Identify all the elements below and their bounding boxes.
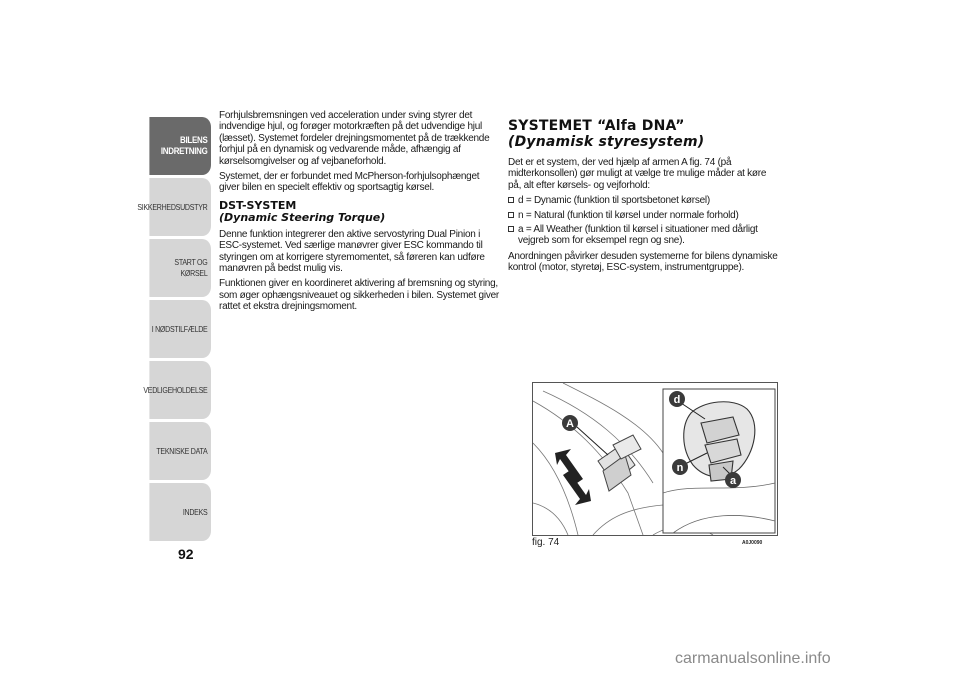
- tab-indeks[interactable]: [149, 483, 211, 541]
- tab-bilens-indretning[interactable]: [149, 117, 211, 175]
- tab-label: SIKKERHEDSUDSTYR: [137, 202, 208, 212]
- checkbox-bullet-icon: [508, 212, 514, 218]
- dst-title: DST-SYSTEM: [219, 198, 297, 212]
- tab-label: TEKNISKE DATA: [156, 446, 208, 456]
- chapter-tabs: [137, 117, 211, 544]
- tab-label: START OG KØRSEL: [174, 258, 208, 278]
- paragraph: Anordningen påvirker desuden systemerne for bilens dynamiske kontrol (motor, styretøj, ESC-system, instrumentgruppe).: [508, 250, 778, 274]
- label-bubble-A: [562, 415, 578, 431]
- tab-label: BILENS INDRETNING: [160, 135, 208, 156]
- svg-text:a: a: [729, 475, 737, 487]
- tab-label: I NØDSTILFÆLDE: [151, 324, 208, 334]
- mode-list: [508, 195, 780, 247]
- label-bubble-a: [725, 472, 741, 488]
- mode-text: n = Natural (funktion til kørsel under normale forhold): [518, 209, 739, 221]
- list-item: [508, 210, 780, 221]
- dna-lever-illustration: [533, 383, 777, 535]
- tab-start-og-korsel[interactable]: [149, 239, 211, 297]
- svg-text:A: A: [566, 418, 574, 430]
- tab-vedligeholdelse[interactable]: [143, 361, 211, 419]
- dst-section-heading: [219, 200, 501, 224]
- checkbox-bullet-icon: [508, 226, 514, 232]
- label-bubble-n: [672, 459, 688, 475]
- alfa-dna-subtitle: (Dynamisk styresystem): [508, 134, 705, 150]
- figure-caption: fig. 74: [532, 537, 560, 548]
- paragraph: Forhjulsbremsningen ved acceleration under sving styrer det indvendige hjul, og forøger motorkræften på det udvendige hjul (læsset). Systemet fordeler drejningsmomentet på de trækkende forhjul på en dynamisk og vedvarende måde, afhængig af kørselsomgivelser og af vejbaneforhold.: [219, 110, 490, 167]
- paragraph: Det er et system, der ved hjælp af armen A fig. 74 (på midterkonsollen) gør muligt at vælge tre mulige måder at køre på, alt efter kørsels- og vejforhold:: [508, 157, 767, 191]
- alfa-dna-title: SYSTEMET “Alfa DNA”: [508, 118, 685, 134]
- label-bubble-d: [669, 391, 685, 407]
- tab-i-nodstilfaelde[interactable]: [149, 300, 211, 358]
- figure-code: A0J0090: [742, 540, 763, 546]
- list-item: [508, 224, 780, 247]
- left-text-column: [219, 110, 501, 317]
- mode-text: d = Dynamic (funktion til sportsbetonet kørsel): [518, 195, 710, 207]
- right-text-column: [508, 118, 780, 278]
- mode-text: a = All Weather (funktion til kørsel i situationer med dårligt vejgreb som for eksempel regn og sne).: [518, 224, 758, 247]
- svg-text:d: d: [673, 394, 681, 406]
- list-item: [508, 195, 780, 206]
- checkbox-bullet-icon: [508, 197, 514, 203]
- figure-dna-selector: [532, 382, 778, 536]
- dst-subtitle: (Dynamic Steering Torque): [219, 210, 386, 224]
- paragraph: Funktionen giver en koordineret aktivering af bremsning og styring, som øger ophængsniveauet og sikkerheden i bilen. Systemet giver rattet et ekstra drejningsmoment.: [219, 278, 499, 313]
- watermark: carmanualsonline.info: [675, 650, 831, 667]
- page-number: 92: [178, 546, 194, 562]
- paragraph: Systemet, der er forbundet med McPherson-forhjulsophænget giver bilen en specielt effektiv og sportsagtig kørsel.: [219, 171, 480, 194]
- tab-tekniske-data[interactable]: [149, 422, 211, 480]
- tab-sikkerhedsudstyr[interactable]: [137, 178, 211, 236]
- alfa-dna-heading: [508, 118, 780, 150]
- svg-text:n: n: [676, 462, 684, 474]
- double-arrow-icon: [555, 449, 591, 505]
- tab-label: INDEKS: [182, 507, 208, 517]
- tab-label: VEDLIGEHOLDELSE: [143, 385, 208, 395]
- paragraph: Denne funktion integrerer den aktive servostyring Dual Pinion i ESC-systemet. Ved særlige manøvrer giver ESC kommando til styringen om at korrigere styremomentet, så føreren kan udføre manøvren på bedst mulig vis.: [219, 228, 485, 275]
